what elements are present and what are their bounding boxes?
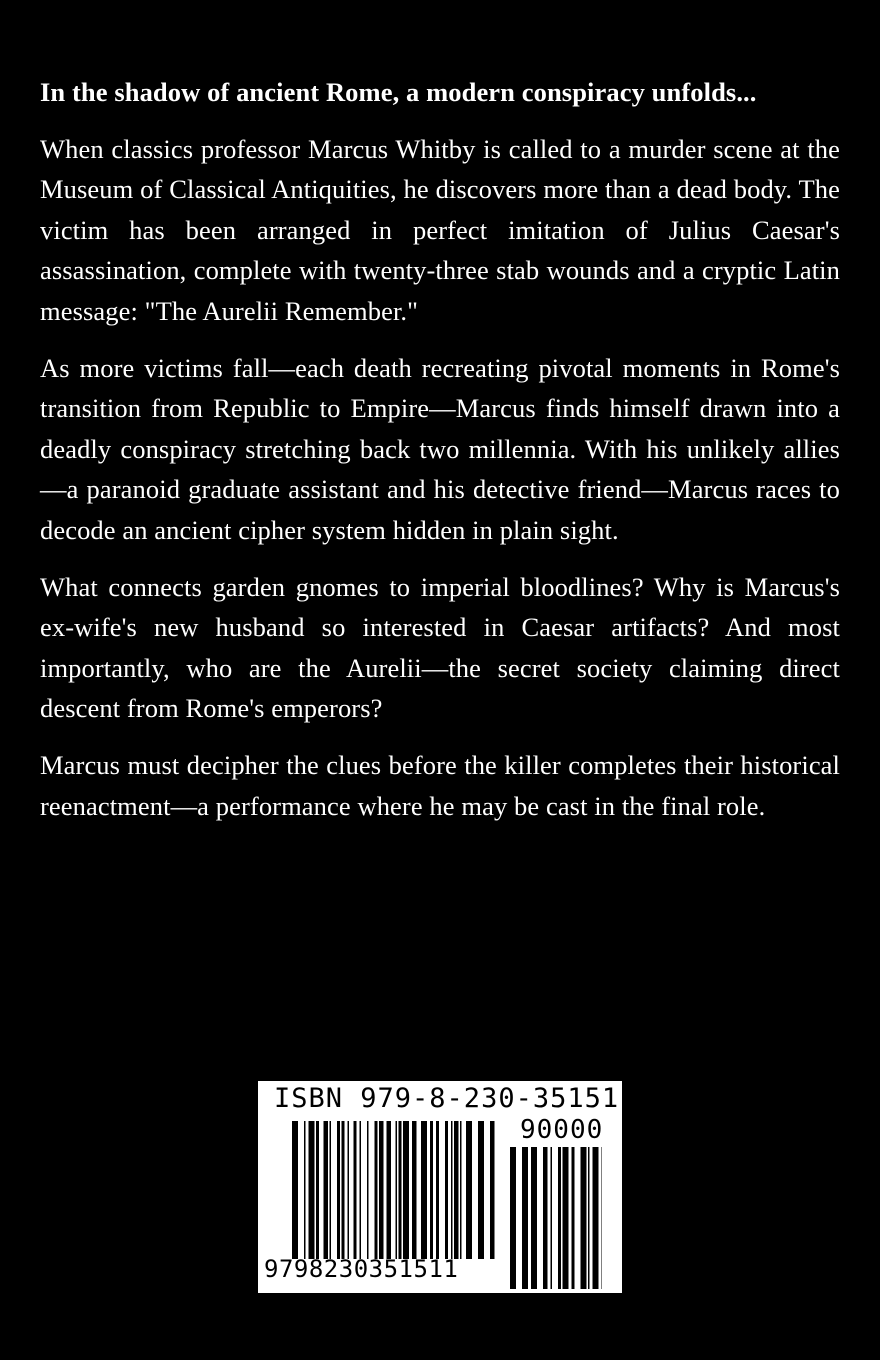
barcode-bar	[430, 1121, 433, 1259]
barcode-bar	[593, 1147, 599, 1289]
isbn-barcode	[258, 1081, 654, 1293]
blurb-paragraph-2: As more victims fall—each death recreating pivotal moments in Rome's transition from Republic to Empire—Marcus finds himself drawn into a deadly conspiracy stretching back two millennia. With his unlikely allies—a paranoid graduate assistant and his detective friend—Marcus races to decode an ancient cipher system hidden in plain sight.	[40, 352, 840, 545]
barcode-bar	[581, 1147, 587, 1289]
barcode-bar	[316, 1121, 319, 1259]
barcode-bar	[602, 1147, 603, 1289]
barcode-bar	[330, 1121, 332, 1259]
barcode-bar	[543, 1147, 548, 1289]
blurb-paragraph-1: When classics professor Marcus Whitby is called to a murder scene at the Museum of Classical Antiquities, he discovers more than a dead body. The victim has been arranged in perfect imitation of Julius Caesar's assassination, complete with twenty-three stab wounds and a cryptic Latin message: "The Aurelii Remember."	[40, 133, 840, 326]
barcode-bar	[337, 1121, 340, 1259]
barcode-bar	[460, 1121, 462, 1259]
barcode-bar	[367, 1121, 369, 1259]
price-code-label: 90000	[520, 1115, 604, 1145]
barcode-bar	[454, 1121, 459, 1259]
barcode-bar	[292, 1121, 298, 1259]
barcode-bar	[551, 1147, 553, 1289]
barcode-bar	[436, 1121, 439, 1259]
barcode-bar	[412, 1121, 417, 1259]
isbn-label: ISBN 979-8-230-35151-1	[274, 1083, 654, 1114]
barcode-bar	[375, 1121, 378, 1259]
barcode-bar	[563, 1147, 569, 1289]
barcode-bar	[354, 1121, 357, 1259]
barcode-bar	[572, 1147, 575, 1289]
barcode-bar	[445, 1121, 448, 1259]
barcode-bar	[531, 1147, 537, 1289]
barcode-bar	[510, 1147, 516, 1289]
barcode-bar	[421, 1121, 427, 1259]
barcode-bar	[522, 1147, 528, 1289]
barcode-bar	[379, 1121, 384, 1259]
barcode-bar	[451, 1121, 453, 1259]
ean-digits-label: 9798230351511	[264, 1255, 459, 1283]
barcode-bar	[588, 1147, 590, 1289]
blurb-paragraph-4: Marcus must decipher the clues before the killer completes their historical reenactment—a performance where he may be cast in the final role.	[40, 749, 840, 821]
barcode-bar	[478, 1121, 484, 1259]
barcode-bar	[360, 1121, 362, 1259]
barcode-bar	[309, 1121, 315, 1259]
barcode-bar	[304, 1121, 306, 1259]
blurb-hook: In the shadow of ancient Rome, a modern conspiracy unfolds...	[40, 77, 757, 107]
barcode-bar	[558, 1147, 561, 1289]
barcode-bar	[403, 1121, 409, 1259]
blurb-paragraph-3: What connects garden gnomes to imperial bloodlines? Why is Marcus's ex-wife's new husband so interested in Caesar artifacts? And most importantly, who are the Aurelii—the secret society claiming direct descent from Rome's emperors?	[40, 571, 840, 724]
barcode-bar	[399, 1121, 402, 1259]
barcode-bar	[490, 1121, 495, 1259]
barcode-bar	[342, 1121, 345, 1259]
barcode-bar	[324, 1121, 329, 1259]
barcode-bar	[348, 1121, 350, 1259]
barcode-bar	[387, 1121, 392, 1259]
barcode-bar	[396, 1121, 398, 1259]
barcode-bar	[466, 1121, 472, 1259]
back-cover-blurb	[40, 72, 840, 842]
